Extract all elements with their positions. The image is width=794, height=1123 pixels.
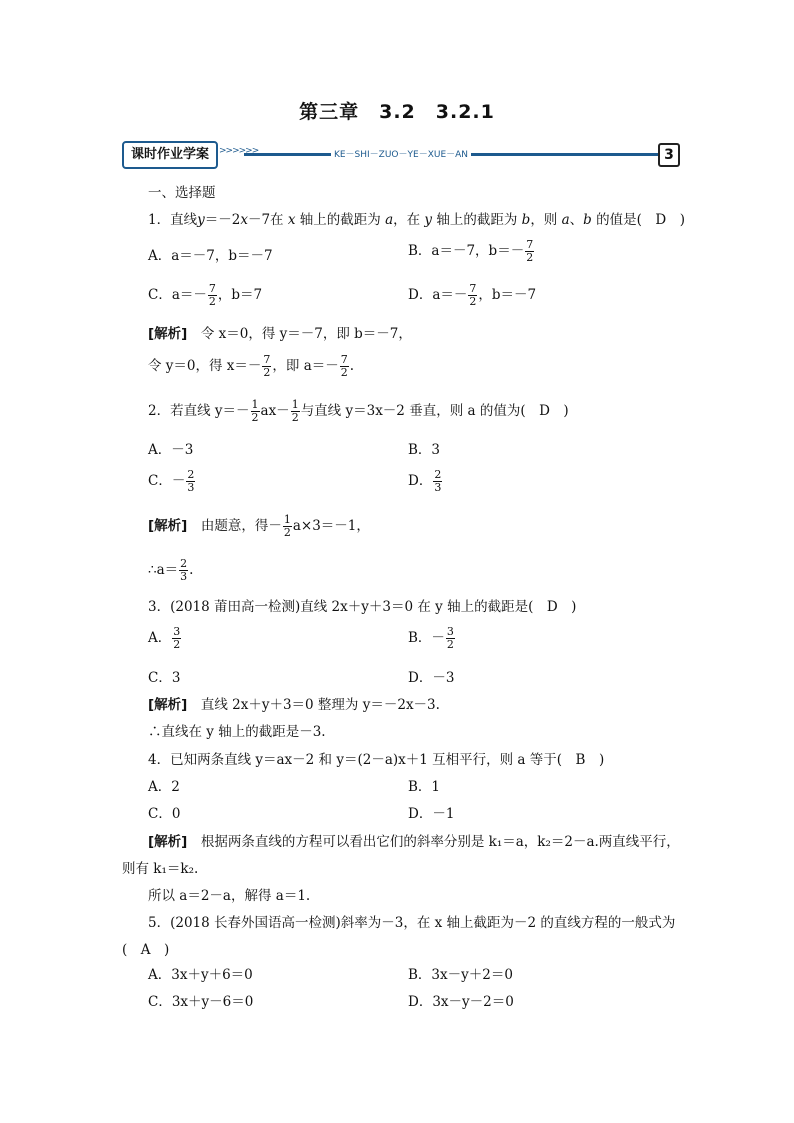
explanation-tag: [解析] — [148, 834, 188, 850]
question-4-option-c: C．0 — [148, 806, 181, 822]
question-3-option-b: B．－ $\frac{3}{2}$ — [408, 625, 454, 651]
question-1-explanation-1: [解析] 令 x＝0，得 y＝－7，即 b＝－7， — [148, 326, 412, 342]
question-3-explanation-1: [解析] 直线 2x＋y＋3＝0 整理为 y＝－2x－3. — [148, 697, 440, 713]
question-2-option-b: B．3 — [408, 442, 441, 458]
question-3-stem: 3．(2018 莆田高一检测)直线 2x＋y＋3＝0 在 y 轴上的截距是( D ) — [148, 599, 577, 615]
section-heading: 一、选择题 — [148, 185, 216, 201]
banner-arrows: >>>>>> — [219, 146, 259, 156]
question-3-option-a: A． $\frac{3}{2}$ — [148, 625, 181, 651]
question-1-option-a: A．a＝－7，b＝－7 — [148, 248, 273, 264]
fraction: $\frac{2}{3}$ — [434, 468, 442, 494]
question-4-explanation-2: 则有 k₁＝k₂. — [122, 861, 199, 877]
question-4-stem: 4．已知两条直线 y＝ax－2 和 y＝(2－a)x＋1 互相平行，则 a 等于( B ) — [148, 752, 605, 768]
fraction: $\frac{7}{2}$ — [469, 282, 477, 308]
fraction: $\frac{1}{2}$ — [283, 513, 291, 539]
question-5-option-d: D．3x－y－2＝0 — [408, 994, 514, 1010]
fraction: $\frac{2}{3}$ — [180, 557, 188, 583]
question-3-option-d: D．－3 — [408, 670, 455, 686]
explanation-tag: [解析] — [148, 518, 188, 534]
question-4-explanation-1: [解析] 根据两条直线的方程可以看出它们的斜率分别是 k₁＝a，k₂＝2－a.两直线平行， — [148, 834, 680, 850]
fraction: $\frac{1}{2}$ — [251, 398, 259, 424]
question-4-option-a: A．2 — [148, 779, 180, 795]
question-5-answer: ( A ) — [122, 942, 170, 958]
question-1-stem: 1．直线y＝－2x－7在 x 轴上的截距为 a，在 y 轴上的截距为 b，则 a、b 的值是( D ) — [148, 212, 685, 228]
question-3-option-c: C．3 — [148, 670, 181, 686]
question-2-option-d: D． $\frac{2}{3}$ — [408, 468, 442, 494]
fraction: $\frac{7}{2}$ — [340, 353, 348, 379]
question-2-stem: 2．若直线 y＝－ $\frac{1}{2}$ ax－ $\frac{1}{2}$ 与直线 y＝3x－2 垂直，则 a 的值为( D ) — [148, 398, 569, 424]
explanation-tag: [解析] — [148, 326, 188, 342]
fraction: $\frac{3}{2}$ — [173, 625, 181, 651]
banner-pinyin: KE－SHI－ZUO－YE－XUE－AN — [122, 147, 680, 160]
question-5-option-c: C．3x＋y－6＝0 — [148, 994, 254, 1010]
question-5-option-b: B．3x－y＋2＝0 — [408, 967, 513, 983]
question-3-explanation-2: ∴直线在 y 轴上的截距是－3. — [148, 724, 326, 740]
question-4-option-b: B．1 — [408, 779, 441, 795]
fraction: $\frac{7}{2}$ — [526, 238, 534, 264]
fraction: $\frac{7}{2}$ — [263, 353, 271, 379]
question-2-option-c: C．－ $\frac{2}{3}$ — [148, 468, 195, 494]
page-title: 第三章 3.2 3.2.1 — [299, 101, 495, 123]
question-5-stem: 5．(2018 长春外国语高一检测)斜率为－3，在 x 轴上截距为－2 的直线方程的一般式为 — [148, 915, 676, 931]
question-4-option-d: D．－1 — [408, 806, 455, 822]
explanation-tag: [解析] — [148, 697, 188, 713]
question-2-option-a: A．－3 — [148, 442, 194, 458]
question-5-option-a: A．3x＋y＋6＝0 — [148, 967, 253, 983]
banner-page-number: 3 — [658, 143, 680, 167]
question-1-option-d: D．a＝－ $\frac{7}{2}$ ，b＝－7 — [408, 282, 537, 308]
question-2-explanation-1: [解析] 由题意，得－ $\frac{1}{2}$ a×3＝－1， — [148, 513, 370, 539]
fraction: $\frac{3}{2}$ — [446, 625, 454, 651]
fraction: $\frac{2}{3}$ — [187, 468, 195, 494]
question-4-explanation-3: 所以 a＝2－a，解得 a＝1. — [148, 888, 311, 904]
fraction: $\frac{7}{2}$ — [208, 282, 216, 308]
banner-label: 课时作业学案 — [122, 141, 218, 169]
question-1-option-b: B．a＝－7，b＝－ $\frac{7}{2}$ — [408, 238, 534, 264]
question-1-explanation-2: 令 y＝0，得 x＝－ $\frac{7}{2}$ ，即 a＝－ $\frac{7}{2}$ . — [148, 353, 355, 379]
question-2-explanation-2: ∴a＝ $\frac{2}{3}$ . — [148, 557, 194, 583]
question-1-option-c: C．a＝－ $\frac{7}{2}$ ，b＝7 — [148, 282, 263, 308]
fraction: $\frac{1}{2}$ — [291, 398, 299, 424]
